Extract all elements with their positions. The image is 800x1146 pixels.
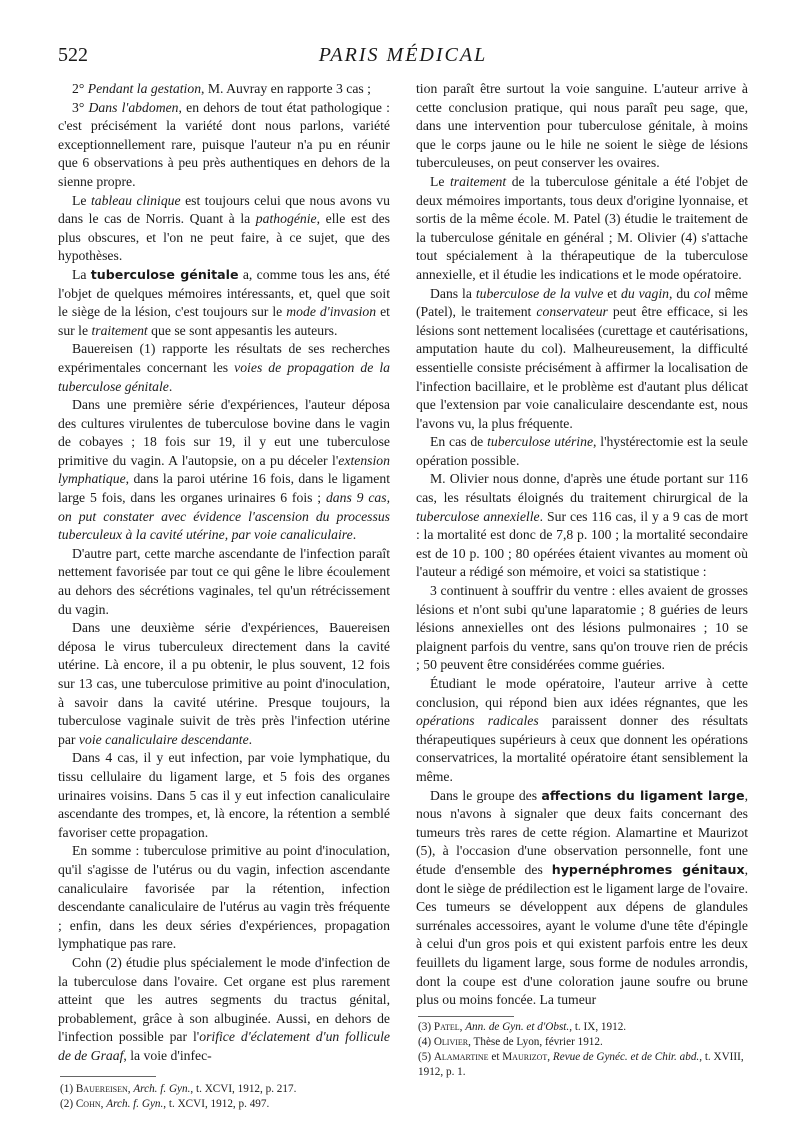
paragraph: Dans une première série d'expériences, l'auteur déposa des cultures virulentes de tuberculose bovine dans le vagin de cobayes ; 18 fois sur 19, il y eut une tuberculose primitive du vagin. A l'autopsie, on a pu déceler l'extension lymphatique, dans la paroi utérine 16 fois, dans le ligament large 5 fois, dans les organes urinaires 6 fois ; dans 9 cas, on put constater avec évidence l'ascension du processus tuberculeux à la cavité utérine, par voie canaliculaire. xyxy=(58,397,390,543)
paragraph: 3° Dans l'abdomen, en dehors de tout état pathologique : c'est précisément la variété dont nous parlons, variété exceptionnellement rare, puisque l'auteur n'a pu en réunir que 6 observations à peu près authentiques en dehors de la sienne propre. xyxy=(58,99,390,189)
paragraph: Dans la tuberculose de la vulve et du vagin, du col même (Patel), le traitement conservateur peut être efficace, si les lésions sont nettement localisées (curettage et cautérisations, amputation haute du col). Malheureusement, la difficulté essentielle consiste précisément à affirmer la localisation de l'infection bacillaire, et le problème est d'autant plus délicat que l'extension par voie canaliculaire descendante est, nous l'avons vu, la plus fréquente. xyxy=(416,285,748,431)
paragraph: Dans 4 cas, il y eut infection, par voie lymphatique, du tissu cellulaire du ligament large, et 5 fois des organes urinaires voisins. Dans 5 cas il y eut infection canaliculaire ascendante des trompes, et, là encore, la rétention a semblé favoriser cette propagation. xyxy=(58,750,390,840)
footnote-rule xyxy=(418,1016,514,1017)
paragraph: La tuberculose génitale a, comme tous les ans, été l'objet de quelques mémoires intéressants, et, quel que soit le siège de la lésion, c'est toujours sur le mode d'invasion et sur le traitement que se sont appesantis les auteurs. xyxy=(58,266,390,338)
paragraph: Bauereisen (1) rapporte les résultats de ses recherches expérimentales concernant les voies de propagation de la tuberculose génitale. xyxy=(58,341,390,394)
footnote: (2) Cohn, Arch. f. Gyn., t. XCVI, 1912, p. 497. xyxy=(60,1098,270,1110)
paragraph: Dans le groupe des affections du ligament large, nous n'avons à signaler que deux faits concernant des tumeurs très rares de cette région. Alamartine et Maurizot (5), à l'occasion d'une observation personnelle, font une étude d'ensemble des hypernéphromes génitaux, dont le siège de prédilection est le ligament large de l'ovaire. Ces tumeurs se développent aux dépens de glandules surrénales accessoires, ayant le volume d'une tête d'épingle à celui d'un gros pois et qui existent parfois entre les deux feuillets du ligament large, sous forme de nodules arrondis, dont la coupe est d'une coloration jaune soufre ou brune plus ou moins foncée. La tumeur xyxy=(416,787,749,1008)
paragraph: M. Olivier nous donne, d'après une étude portant sur 116 cas, les résultats éloignés du traitement chirurgical de la tuberculose annexielle. Sur ces 116 cas, il y a 9 cas de mort : la mortalité est donc de 7,8 p. 100 ; la mortalité secondaire est de 10 p. 100 ; 80 opérées étaient vivantes au moment où l'auteur a rédigé son mémoire, et voici sa statistique : xyxy=(416,471,749,580)
paragraph: D'autre part, cette marche ascendante de l'infection paraît nettement favorisée par tout ce qui gêne le libre écoulement au dehors des sécrétions vaginales, tel qu'un rétrécissement du vagin. xyxy=(58,545,390,617)
bold-term: tuberculose génitale xyxy=(90,266,239,282)
page-header xyxy=(58,44,748,76)
paragraph: Le tableau clinique est toujours celui que nous avons vu dans le cas de Norris. Quant à la pathogénie, elle est des plus obscures, et l'on ne peut faire, à ce sujet, que des hypothèses. xyxy=(58,192,390,264)
paragraph: tion paraît être surtout la voie sanguine. L'auteur arrive à cette conclusion pratique, qui nous paraît peu sage, que, dans une intervention pour tuberculose génitale, à moins que le corps jaune ou le hile ne soient le siège de lésions tuberculeuses, on peut conserver les ovaires. xyxy=(416,81,748,171)
paragraph: 3 continuent à souffrir du ventre : elles avaient de grosses lésions et n'ont subi qu'une laparatomie ; 8 guéries de leurs lésions annexielles ont des lésions pulmonaires ; 10 se plaignent parfois du ventre, sans qu'on trouve rien de précis ; 50 peuvent être considérées comme guéries. xyxy=(416,583,748,673)
paragraph: Étudiant le mode opératoire, l'auteur arrive à cette conclusion, qui répond bien aux idées régnantes, que les opérations radicales paraissent donner des résultats thérapeutiques supérieurs à ceux que donnent les opérations conservatrices, la mortalité opératoire étant sensiblement la même. xyxy=(416,676,748,784)
paragraph: 2° Pendant la gestation, M. Auvray en rapporte 3 cas ; xyxy=(72,81,371,96)
paragraph: Cohn (2) étudie plus spécialement le mode d'infection de la tuberculose dans l'ovaire. Cet organe est plus rarement atteint que les autres segments du tractus génital, probablement, grâce à son albuginée. Aussi, en dehors de l'infection possible par l'orifice d'éclatement d'un follicule de de Graaf, la voie d'infec- xyxy=(58,954,390,1063)
bold-term: affections du ligament large xyxy=(541,787,745,803)
footnote: (3) Patel, Ann. de Gyn. et d'Obst., t. IX, 1912. xyxy=(418,1021,627,1033)
bold-term: hypernéphromes génitaux xyxy=(551,861,745,877)
footnotes-left xyxy=(60,1082,400,1112)
paragraph: Le traitement de la tuberculose génitale a été l'objet de deux mémoires importants, tous deux d'origine lyonnaise, et sortis de la même école. M. Patel (3) étudie le traitement de la tuberculose génitale en général ; M. Olivier (4) s'attache tout spécialement à la thérapeutique de la tuberculose annexielle, et il étudie les indications et le mode opératoire. xyxy=(416,173,748,282)
paragraph: Dans une deuxième série d'expériences, Bauereisen déposa le virus tuberculeux directement dans la cavité utérine. Là encore, il a pu obtenir, le plus souvent, 12 fois sur 13 cas, une tuberculose primitive au point d'inoculation, à savoir dans la cavité utérine. Presque toujours, la tuberculose vaginale suivit de très près l'infection utérine par voie canaliculaire descendante. xyxy=(58,620,390,747)
footnote: (4) Olivier, Thèse de Lyon, février 1912. xyxy=(418,1036,603,1048)
journal-title: PARIS MÉDICAL xyxy=(318,44,488,66)
right-column xyxy=(416,80,748,1010)
paragraph: En somme : tuberculose primitive au point d'inoculation, qu'il s'agisse de l'utérus ou du vagin, infection ascendante canaliculaire favorisée par la rétention, infection descendante canaliculaire de l'utérus au vagin très fréquente ; enfin, dans les deux séries d'expériences, propagation lymphatique pas rare. xyxy=(58,843,390,952)
footnotes-right xyxy=(418,1020,758,1080)
footnote: (5) Alamartine et Maurizot, Revue de Gynéc. et de Chir. abd., t. XVIII, 1912, p. 1. xyxy=(418,1051,744,1078)
page-number: 522 xyxy=(58,44,88,66)
footnote: (1) Bauereisen, Arch. f. Gyn., t. XCVI, 1912, p. 217. xyxy=(60,1083,297,1095)
paragraph: En cas de tuberculose utérine, l'hystérectomie est la seule opération possible. xyxy=(416,434,748,468)
left-column xyxy=(58,80,390,1065)
footnote-rule xyxy=(60,1076,156,1077)
